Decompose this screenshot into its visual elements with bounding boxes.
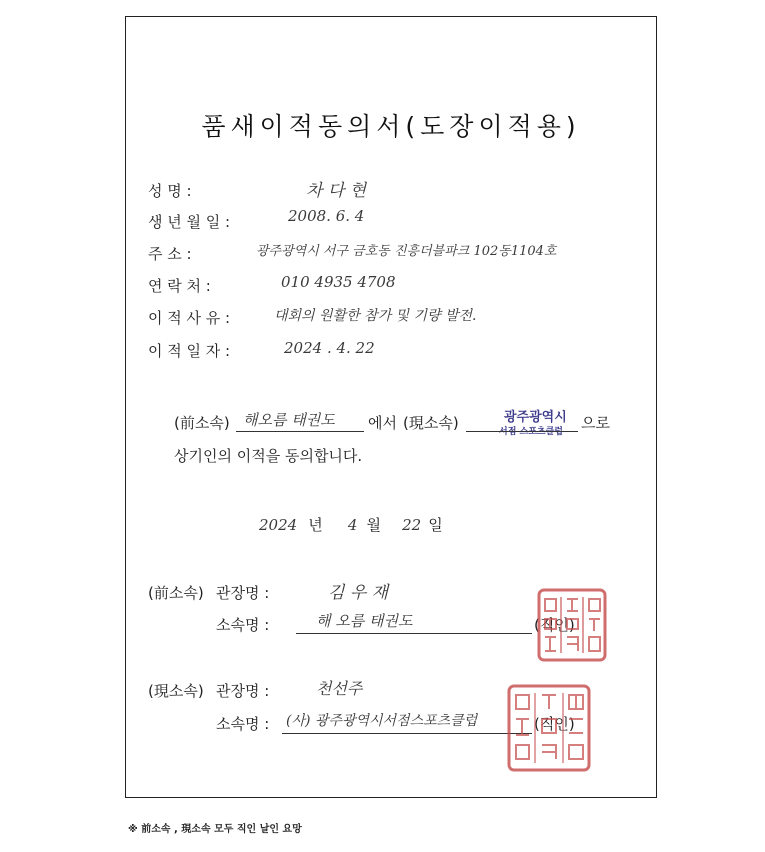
curr-club-label: 소속명 : (216, 715, 270, 733)
transfer-curr-stamp-line2: 서점 스포츠클럽 (499, 427, 563, 437)
prev-club-seal-stamp (536, 587, 608, 663)
agree-text: 상기인의 이적을 동의합니다. (174, 447, 363, 465)
field-birth-label: 생 년 월 일 : (148, 213, 231, 231)
prev-director-label: 관장명 : (216, 584, 270, 602)
prev-seal-label: (직인) (534, 616, 575, 634)
transfer-curr-stamp-line1: 광주광역시 (504, 410, 567, 425)
curr-club-underline (282, 733, 532, 734)
prev-director-value: 김 우 재 (328, 583, 389, 603)
signed-year-unit: 년 (308, 516, 323, 534)
signed-date (259, 514, 443, 535)
signed-month: 4 (347, 516, 358, 534)
curr-club-header: (現소속) (148, 682, 204, 700)
transfer-ending-text: 으로 (581, 414, 610, 432)
curr-director-value: 천선주 (316, 679, 363, 698)
prev-club-underline (296, 633, 532, 634)
signed-year: 2024 (259, 516, 298, 534)
curr-club-seal-stamp (506, 683, 592, 773)
field-reason-value: 대회의 원활한 참가 및 기량 발전. (274, 308, 477, 324)
field-date-label: 이 적 일 자 : (148, 342, 231, 360)
field-name-label: 성 명 : (148, 182, 192, 200)
field-phone-label: 연 락 처 : (148, 277, 211, 295)
transfer-prev-label: (前소속) (174, 414, 230, 432)
field-address-label: 주 소 : (148, 245, 192, 263)
document-title: 품새이적동의서(도장이적용) (201, 112, 581, 141)
signed-day: 22 (402, 516, 422, 534)
signed-month-unit: 월 (366, 516, 382, 534)
prev-club-label: 소속명 : (216, 616, 270, 634)
prev-club-value: 해 오름 태권도 (316, 612, 413, 630)
document-sheet (125, 16, 657, 798)
curr-director-label: 관장명 : (216, 682, 270, 700)
curr-club-value: (사) 광주광역시서점스포츠클럽 (286, 713, 478, 729)
transfer-curr-underline (466, 431, 578, 432)
field-reason-label: 이 적 사 유 : (148, 309, 231, 327)
field-name-value: 차 다 현 (306, 181, 367, 201)
field-birth-value: 2008. 6. 4 (288, 207, 365, 225)
curr-seal-label: (직인) (534, 715, 575, 733)
signed-day-unit: 일 (428, 516, 443, 534)
footnote: ※ 前소속 , 現소속 모두 직인 날인 요망 (128, 824, 302, 835)
transfer-prev-value: 해오름 태권도 (243, 411, 335, 429)
field-address-value: 광주광역시 서구 금호동 진흥더블파크 102동1104호 (256, 244, 557, 259)
transfer-curr-label: (現소속) (403, 414, 459, 432)
transfer-prev-underline (236, 431, 364, 432)
transfer-middle-text: 에서 (368, 414, 397, 432)
prev-club-header: (前소속) (148, 584, 204, 602)
field-phone-value: 010 4935 4708 (281, 273, 396, 291)
field-date-value: 2024 . 4. 22 (284, 339, 375, 357)
